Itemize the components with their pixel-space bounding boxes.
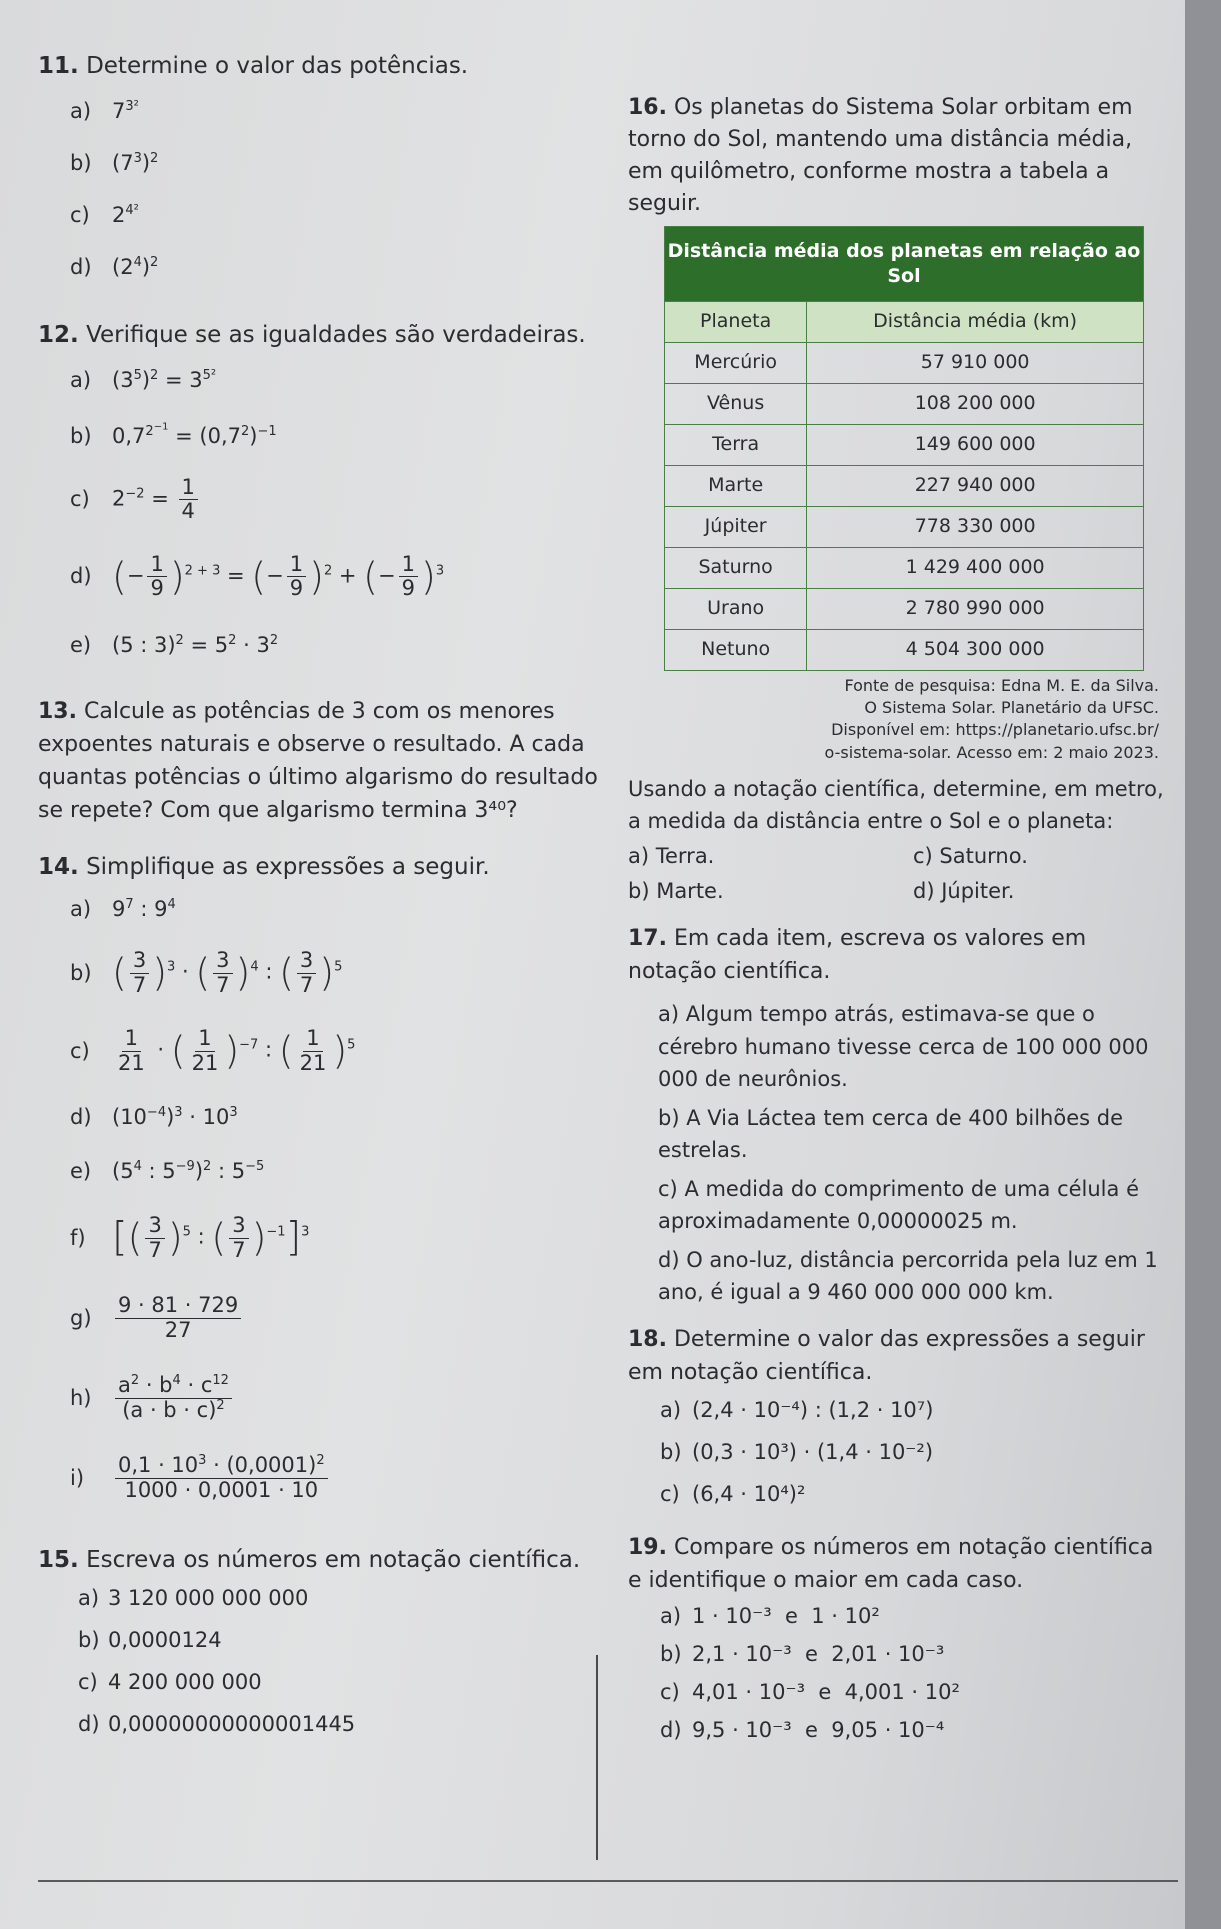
q17-item-c: c) A medida do comprimento de uma célula é aproximadamente 0,00000025 m. <box>658 1176 1139 1234</box>
q11-item-d: d) $(2^4)^2$ <box>70 255 159 280</box>
q11-title: Determine o valor das potências. <box>86 53 469 79</box>
q16-opt-c: c) Saturno. <box>913 844 1028 869</box>
q11-item-a: a) $7^{3^2}$ <box>70 99 139 124</box>
question-11 <box>38 50 613 293</box>
table-row: Netuno 4 504 300 000 <box>665 629 1144 670</box>
question-14: 14. Simplifique as expressões a seguir. a) $9^7$ : $9^4$ b) ( $\frac{3}{7}$ )$^3$ · ( $\frac{3}{7}$ )$^4$ : ( $\frac{3}{7}$ )$^5$ c) $\frac{1}{21}$ · ( $\frac{1}{21}$ )$^{-7}$ : ( $\frac{1}{21}$ )$^5$ d) $(10^{-4})^3 \cdot 10^3$ e) ($5^4$ : $5^{-9})^2$ : $5^{-5}$ f) [( $\frac{3}{7}$ )$^5$ : ( $\frac{3}{7}$ )$^{-1}$]$^3$ g) $\frac{9 \cdot 81 \cdot 729}{27}$ h) $\frac{a^2 \cdot b^4 \cdot c^{12}}{(a \cdot b \cdot c)^2}$ i) $\frac{0,1 \cdot 10^3 \cdot (0,0001)^2}{1000 \cdot 0,0001 \cdot 10}$ <box>38 851 613 1518</box>
question-13: 13. Calcule as potências de 3 com os menores expoentes naturais e observe o resultado. A cada quantas potências o último algarismo do resultado se repete? Com que algarismo termina 3⁴⁰? <box>38 698 598 823</box>
question-12: 12. Verifique se as igualdades são verdadeiras. a) $(3^5)^2 = 3^{5^2}$ b) $0,7^{2^{-1}} = (0,7^2)^{-1}$ c) $2^{-2}$ = $\frac{1}{4}$ d) (− $\frac{1}{9}$ )$^{2 + 3}$ = (− $\frac{1}{9}$ )$^2$ + (− $\frac{1}{9}$ )$^3$ e) (5 : $3)^2 = 5^2 \cdot 3^2$ <box>38 319 613 672</box>
page-bottom-rule <box>38 1880 1178 1882</box>
q18-title: Determine o valor das expressões a seguir em notação científica. <box>628 1326 1145 1385</box>
q16-text: Os planetas do Sistema Solar orbitam em torno do Sol, mantendo uma distância média, em quilômetro, conforme mostra a tabela a seguir. <box>628 95 1133 216</box>
table-title: Distância média dos planetas em relação ao Sol <box>665 226 1144 301</box>
table-row: Urano 2 780 990 000 <box>665 588 1144 629</box>
table-row: Júpiter 778 330 000 <box>665 506 1144 547</box>
q15-item-b: b) 0,0000124 <box>78 1628 222 1653</box>
q18-item-b: b) (0,3 · 10³) · (1,4 · 10⁻²) <box>660 1439 934 1464</box>
table-row: Saturno 1 429 400 000 <box>665 547 1144 588</box>
table-row: Terra 149 600 000 <box>665 424 1144 465</box>
q14-item-d: d) $(10^{-4})^3 \cdot 10^3$ <box>70 1104 238 1129</box>
q14-item-c: c) $\frac{1}{21}$ · ( $\frac{1}{21}$ )$^{-7}$ : ( $\frac{1}{21}$ )$^5$ <box>70 1026 356 1075</box>
q17-item-b: b) A Via Láctea tem cerca de 400 bilhões de estrelas. <box>658 1105 1123 1163</box>
col-header-planet: Planeta <box>665 301 807 342</box>
q16-opt-d: d) Júpiter. <box>913 878 1015 903</box>
q17-item-a: a) Algum tempo atrás, estimava-se que o cérebro humano tivesse cerca de 100 000 000 000 de neurônios. <box>658 1002 1149 1092</box>
q12-item-c: c) $2^{-2}$ = $\frac{1}{4}$ <box>70 465 613 535</box>
q14-item-a: a) $9^7$ : $9^4$ <box>70 896 176 921</box>
q11-item-c: c) $2^{4^2}$ <box>70 203 139 228</box>
q14-item-g: g) $\frac{9 \cdot 81 \cdot 729}{27}$ <box>70 1278 613 1358</box>
q17-item-d: d) O ano-luz, distância percorrida pela luz em 1 ano, é igual a 9 460 000 000 000 km. <box>658 1247 1158 1305</box>
q11-number: 11. <box>38 53 79 79</box>
table-row: Marte 227 940 000 <box>665 465 1144 506</box>
q19-item-c: c) 4,01 · 10⁻³ e 4,001 · 10² <box>660 1679 960 1704</box>
q19-item-a: a) 1 · 10⁻³ e 1 · 10² <box>660 1603 880 1628</box>
q15-item-c: c) 4 200 000 000 <box>78 1670 262 1695</box>
q14-item-h: h) $\frac{a^2 \cdot b^4 \cdot c^{12}}{(a \cdot b \cdot c)^2}$ <box>70 1358 613 1438</box>
q19-item-d: d) 9,5 · 10⁻³ e 9,05 · 10⁻⁴ <box>660 1717 945 1742</box>
column-divider <box>596 1655 598 1860</box>
question-19: 19. Compare os números em notação científica e identifique o maior em cada caso. a) 1 · 10⁻³ e 1 · 10² b) 2,1 · 10⁻³ e 2,01 · 10⁻³ c) 4,01 · 10⁻³ e 4,001 · 10² d) 9,5 · 10⁻³ e 9,05 · 10⁻⁴ <box>628 1531 1173 1749</box>
q16-opt-b: b) Marte. <box>628 878 724 903</box>
q15-title: Escreva os números em notação científica. <box>86 1547 581 1574</box>
q12-item-d: d) (− $\frac{1}{9}$ )$^{2 + 3}$ = (− $\frac{1}{9}$ )$^2$ + (− $\frac{1}{9}$ )$^3$ <box>70 552 445 601</box>
q15-item-d: d) 0,00000000000001445 <box>78 1712 356 1737</box>
right-column <box>628 92 1173 1749</box>
q12-item-b: b) $0,7^{2^{-1}} = (0,7^2)^{-1}$ <box>70 422 277 449</box>
q16-after: Usando a notação científica, determine, em metro, a medida da distância entre o Sol e o planeta: <box>628 777 1164 833</box>
question-17: 17. Em cada item, escreva os valores em notação científica. a) Algum tempo atrás, estimava-se que o cérebro humano tivesse cerca de 100 000 000 000 de neurônios. b) A Via Láctea tem cerca de 400 bilhões de estrelas. c) A medida do comprimento de uma célula é aproximadamente 0,00000025 m. d) O ano-luz, distância percorrida pela luz em 1 ano, é igual a 9 460 000 000 000 km. <box>628 922 1173 1309</box>
q13-text: Calcule as potências de 3 com os menores expoentes naturais e observe o resultado. A cada quantas potências o último algarismo do resultado se repete? Com que algarismo termina 3⁴⁰? <box>38 698 598 823</box>
q14-item-i: i) $\frac{0,1 \cdot 10^3 \cdot (0,0001)^2}{1000 \cdot 0,0001 \cdot 10}$ <box>70 1438 613 1518</box>
q18-item-a: a) (2,4 · 10⁻⁴) : (1,2 · 10⁷) <box>660 1397 934 1422</box>
q12-item-a: a) $(3^5)^2 = 3^{5^2}$ <box>70 368 217 393</box>
q15-item-a: a) 3 120 000 000 000 <box>78 1586 309 1611</box>
question-16: 16. Os planetas do Sistema Solar orbitam em torno do Sol, mantendo uma distância média, em quilômetro, conforme mostra a tabela a seguir. Distância média dos planetas em relação ao Sol Planeta Distância média (km) Mercúrio 57 910 000 Vênus 108 200 000 Terra 149 600 000 Marte 227 940 000 Júpiter 778 330 000 Saturno 1 429 400 000 Urano 2 780 990 000 Netuno 4 504 300 000 Fonte de pesquisa: Edna M. E. da Silva. O Sistema Solar. Planetário da UFSC. Disponível em: https://planetario.ufsc.br/ o-sistema-solar. Acesso em: 2 maio 2023. Usando a notação científica, determine, em metro, a medida da distância entre o Sol e o planeta: a) Terra. c) Saturno. b) Marte. d) Júpiter. <box>628 92 1173 906</box>
q17-title: Em cada item, escreva os valores em notação científica. <box>628 926 1087 984</box>
q14-item-f: f) [( $\frac{3}{7}$ )$^5$ : ( $\frac{3}{7}$ )$^{-1}$]$^3$ <box>70 1213 310 1262</box>
table-row: Mercúrio 57 910 000 <box>665 342 1144 383</box>
question-15: 15. Escreva os números em notação científica. a) 3 120 000 000 000 b) 0,0000124 c) 4 200 000 000 d) 0,00000000000001445 <box>38 1544 613 1745</box>
q14-title: Simplifique as expressões a seguir. <box>86 853 490 880</box>
q16-opt-a: a) Terra. <box>628 844 715 869</box>
q14-item-e: e) ($5^4$ : $5^{-9})^2$ : $5^{-5}$ <box>70 1158 265 1183</box>
table-row: Vênus 108 200 000 <box>665 383 1144 424</box>
q14-item-b: b) ( $\frac{3}{7}$ )$^3$ · ( $\frac{3}{7}$ )$^4$ : ( $\frac{3}{7}$ )$^5$ <box>70 948 343 997</box>
q19-item-b: b) 2,1 · 10⁻³ e 2,01 · 10⁻³ <box>660 1641 945 1666</box>
q12-item-e: e) (5 : $3)^2 = 5^2 \cdot 3^2$ <box>70 633 279 658</box>
q12-title: Verifique se as igualdades são verdadeiras. <box>86 322 586 349</box>
table-source: Fonte de pesquisa: Edna M. E. da Silva. O Sistema Solar. Planetário da UFSC. Disponível em: https://planetario.ufsc.br/ o-sistema-solar. Acesso em: 2 maio 2023. <box>824 675 1159 762</box>
planet-distance-table <box>664 226 1144 671</box>
q18-item-c: c) (6,4 · 10⁴)² <box>660 1481 806 1506</box>
q11-item-b: b) $(7^3)^2$ <box>70 151 159 176</box>
left-column <box>38 50 613 1745</box>
question-18: 18. Determine o valor das expressões a seguir em notação científica. a) (2,4 · 10⁻⁴) : (1,2 · 10⁷) b) (0,3 · 10³) · (1,4 · 10⁻²) c) (6,4 · 10⁴)² <box>628 1323 1173 1515</box>
col-header-distance: Distância média (km) <box>807 301 1144 342</box>
q19-title: Compare os números em notação científica e identifique o maior em cada caso. <box>628 1534 1154 1593</box>
